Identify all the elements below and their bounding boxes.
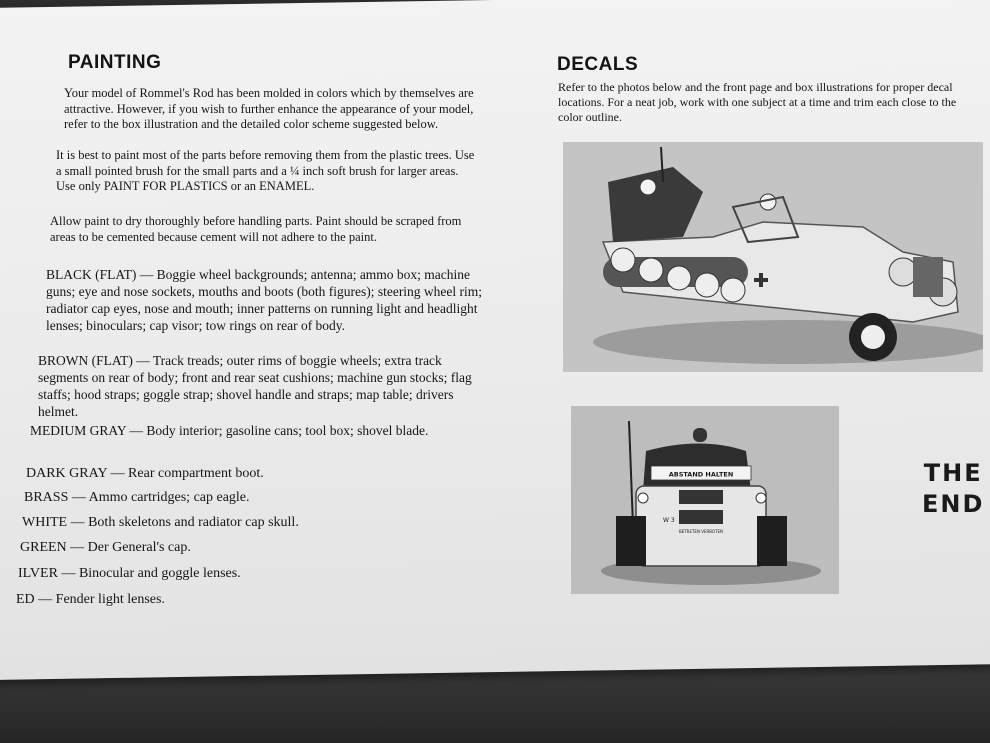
color-entry-medium-gray: MEDIUM GRAY — Body interior; gasoline cans; tool box; shovel blade. (30, 423, 429, 438)
halftrack-side-illustration (563, 142, 983, 372)
color-entry-brass: BRASS — Ammo cartridges; cap eagle. (24, 490, 250, 505)
color-entry-black: BLACK (FLAT) — Boggie wheel backgrounds; antenna; ammo box; machine guns; eye and nose sockets, mouths and boots (both figures); steering wheel rim; radiator cap eyes, nose and mouth; inner patterns on running light and headlight lenses; binoculars; cap visor; tow rings on rear of body. (46, 267, 483, 333)
painting-paragraph-drying: Allow paint to dry thoroughly before handling parts. Paint should be scraped from areas to be cemented because cement will not adhere to the paint. (50, 214, 462, 244)
painting-paragraph-intro: Your model of Rommel's Rod has been molded in colors which by themselves are attractive. However, if you wish to further enhance the appearance of your model, refer to the box illustration and the detailed color scheme suggested below. (64, 86, 474, 131)
halftrack-rear-illustration (571, 406, 839, 594)
decal-betreten-verboten: BETRETEN VERBOTEN (678, 529, 724, 534)
painting-heading: PAINTING (68, 52, 162, 73)
color-entry-red: ED — Fender light lenses. (16, 592, 165, 607)
color-entry-brown: BROWN (FLAT) — Track treads; outer rims of boggie wheels; extra track segments on rear of body; front and rear seat cushions; machine gun stocks; flag staffs; hood straps; goggle strap; shovel handle and straps; map table; drivers helmet. (38, 353, 472, 419)
model-rear-photo (571, 406, 839, 594)
color-entry-dark-gray: DARK GRAY — Rear compartment boot. (26, 466, 264, 481)
the-end-label: THE END (922, 459, 985, 518)
model-side-photo (563, 142, 983, 372)
decals-heading: DECALS (557, 54, 639, 75)
color-entry-white: WHITE — Both skeletons and radiator cap skull. (22, 515, 299, 530)
painting-paragraph-brush: It is best to paint most of the parts before removing them from the plastic trees. Use a small pointed brush for the small parts and a ¼ inch soft brush for larger areas. Use only PAINT FOR PLASTICS or an ENAMEL. (56, 148, 475, 193)
color-entry-green: GREEN — Der General's cap. (20, 540, 191, 555)
decals-paragraph: Refer to the photos below and the front page and box illustrations for proper decal locations. For a neat job, work with one subject at a time and trim each close to the color outline. (558, 80, 957, 124)
color-entry-silver: ILVER — Binocular and goggle lenses. (18, 566, 241, 581)
decal-abstand-halten: ABSTAND HALTEN (668, 470, 734, 479)
decal-plate-number: W 3 (663, 517, 675, 524)
